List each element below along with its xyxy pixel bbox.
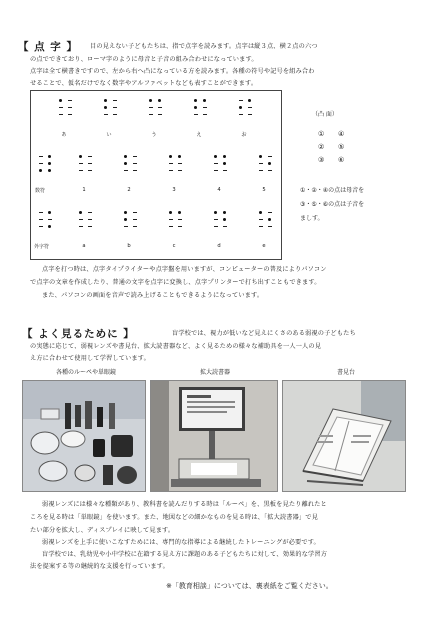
braille-cell-14	[259, 211, 275, 235]
braille-blank	[88, 226, 92, 227]
braille-blank	[248, 107, 252, 108]
dot-6: ⑥	[338, 156, 345, 164]
braille-cell-3	[194, 99, 210, 123]
braille-cell-1	[104, 99, 120, 123]
braille-blank	[178, 226, 182, 227]
braille-dot	[79, 155, 82, 158]
braille-blank	[239, 100, 243, 101]
braille-blank	[259, 226, 263, 227]
braille-blank	[214, 163, 218, 164]
braille-dot	[124, 162, 127, 165]
braille-intro-line-4: せることで、仮名だけでなく数字やアルファベットなども表すことができます。	[30, 80, 258, 87]
braille-cell-12	[169, 211, 185, 235]
braille-blank	[88, 219, 92, 220]
vision-section	[0, 315, 430, 618]
braille-blank	[39, 212, 43, 213]
braille-blank	[88, 163, 92, 164]
braille-blank	[158, 114, 162, 115]
braille-label-c: c	[172, 243, 176, 249]
braille-dot	[104, 99, 107, 102]
braille-dot	[124, 211, 127, 214]
braille-cell-7	[169, 155, 185, 179]
braille-blank	[133, 156, 137, 157]
braille-dot	[259, 155, 262, 158]
braille-label-2: 2	[127, 187, 131, 193]
loupes-illustration	[23, 381, 145, 491]
braille-cell-5	[79, 155, 95, 179]
braille-blank	[88, 212, 92, 213]
braille-dot	[169, 211, 172, 214]
braille-blank	[79, 163, 83, 164]
braille-label-4: 4	[217, 187, 221, 193]
braille-blank	[68, 107, 72, 108]
braille-intro-line-3: 点字は全て横書きですので、左から右へ凸になっている方を読みます。各種の符号や記号を組み合わ	[30, 68, 315, 75]
braille-cell-2	[149, 99, 165, 123]
vision-intro-line-2: の実態に応じて、弱視レンズや書見台、拡大読書器など、よく見るための様々な補助具を一人一人の見	[30, 343, 322, 350]
braille-blank	[149, 107, 153, 108]
braille-blank	[214, 170, 218, 171]
braille-blank	[268, 170, 272, 171]
vision-intro-line-1: 盲学校では、視力が低いなど見えにくさのある弱視の子どもたち	[172, 330, 356, 337]
braille-label-e-latin: e	[262, 243, 266, 249]
braille-dot	[124, 155, 127, 158]
braille-cell-13	[214, 211, 230, 235]
braille-label-5: 5	[262, 187, 266, 193]
magnifier-reader-photo	[150, 380, 278, 492]
braille-cell-9	[259, 155, 275, 179]
braille-blank	[133, 170, 137, 171]
braille-cell-11	[124, 211, 140, 235]
reader-illustration	[151, 381, 277, 491]
braille-blank	[223, 226, 227, 227]
vision-body-line-5: 盲学校では、乳幼児や小中学校に在籍する見え方に課題のある子どもたちに対して、効果的な学習方	[42, 551, 328, 558]
braille-dot	[169, 155, 172, 158]
braille-blank	[203, 107, 207, 108]
braille-label-3: 3	[172, 187, 176, 193]
braille-blank	[68, 100, 72, 101]
braille-label-a: あ	[61, 132, 67, 138]
braille-blank	[158, 107, 162, 108]
braille-dot	[158, 99, 161, 102]
braille-dot	[223, 155, 226, 158]
braille-label-i: い	[106, 132, 112, 138]
braille-chart	[30, 90, 282, 260]
braille-dot	[178, 211, 181, 214]
braille-label-a-latin: a	[82, 243, 86, 249]
braille-prefix-cell-1	[39, 155, 55, 179]
braille-blank	[113, 100, 117, 101]
braille-blank	[133, 219, 137, 220]
braille-blank	[268, 212, 272, 213]
braille-dot	[223, 218, 226, 221]
braille-dot	[48, 155, 51, 158]
braille-dot	[214, 155, 217, 158]
braille-cell-8	[214, 155, 230, 179]
dot-2: ②	[318, 143, 325, 151]
braille-blank	[169, 170, 173, 171]
braille-dot	[104, 106, 107, 109]
braille-blank	[194, 114, 198, 115]
dot-diagram-title: （凸 面）	[312, 111, 338, 118]
braille-blank	[88, 170, 92, 171]
braille-blank	[178, 170, 182, 171]
braille-intro-line-2: の点でできており、ローマ字のように母音と子音の組み合わせになっています。	[30, 56, 258, 63]
vision-body-line-3: たい部分を拡大し、ディスプレイに映して見ます。	[30, 527, 175, 534]
vision-body-line-4: 弱視レンズを上手に使いこなすためには、専門的な指導による継続したトレーニングが必要です。	[42, 539, 320, 546]
vision-body-line-1: 弱視レンズには様々な種類があり、教科書を読んだりする時は「ルーペ」を、黒板を見たり離れたと	[42, 501, 327, 508]
braille-blank	[124, 226, 128, 227]
braille-blank	[88, 156, 92, 157]
stand-illustration	[283, 381, 405, 491]
dot-4: ④	[338, 130, 345, 138]
dot-note-1: ①・②・④の点は母音を	[300, 187, 365, 194]
braille-blank	[149, 114, 153, 115]
braille-dot	[268, 162, 271, 165]
vision-body-line-2: ころを見る時は「単眼鏡」を使います。また、地図などの細かなものを見る時は、「拡大読書器」で見	[30, 514, 318, 521]
braille-blank	[169, 226, 173, 227]
braille-blank	[39, 156, 43, 157]
braille-label-d: d	[217, 243, 221, 249]
braille-dot	[149, 99, 152, 102]
braille-intro-line-1: 目の見えない子どもたちは、指で点字を読みます。点字は縦３点、横２点の六つ	[90, 43, 318, 50]
braille-blank	[178, 219, 182, 220]
braille-para2-line-1: 点字を打つ時は、点字タイプライターや点字盤を用いますが、コンピューターの普及によりパソコン	[42, 266, 327, 273]
braille-dot	[223, 211, 226, 214]
footer-note: ※「教育相談」については、裏表紙をご覧ください。	[166, 582, 333, 590]
braille-blank	[39, 219, 43, 220]
braille-dot	[194, 99, 197, 102]
caption-loupes: 各種のルーペや単眼鏡	[55, 369, 116, 376]
braille-blank	[133, 212, 137, 213]
braille-prefix-cell-2	[39, 211, 55, 235]
braille-blank	[259, 163, 263, 164]
braille-blank	[113, 107, 117, 108]
vision-intro-line-3: え方に合わせて使用して学習しています。	[30, 355, 150, 362]
braille-blank	[79, 170, 83, 171]
braille-blank	[214, 226, 218, 227]
braille-cell-6	[124, 155, 140, 179]
dot-1: ①	[318, 130, 325, 138]
braille-label-foreign-sign: 外字符	[34, 244, 50, 250]
braille-blank	[104, 114, 108, 115]
vision-body-line-6: 法を提案する等の継続的な支援を行っています。	[30, 563, 169, 570]
braille-cell-0	[59, 99, 75, 123]
braille-blank	[59, 107, 63, 108]
braille-dot	[239, 106, 242, 109]
dot-5: ⑤	[338, 143, 345, 151]
braille-label-1: 1	[82, 187, 86, 193]
braille-dot	[48, 225, 51, 228]
braille-blank	[268, 226, 272, 227]
braille-dot	[203, 99, 206, 102]
vision-heading: 【 よく見るために 】	[22, 328, 135, 340]
braille-blank	[214, 219, 218, 220]
braille-blank	[223, 170, 227, 171]
braille-dot	[214, 211, 217, 214]
braille-blank	[268, 156, 272, 157]
braille-blank	[203, 114, 207, 115]
braille-blank	[178, 163, 182, 164]
braille-dot	[59, 99, 62, 102]
braille-dot	[48, 211, 51, 214]
braille-para2-line-3: また、パソコンの画面を音声で読み上げることもできるようになっています。	[42, 292, 264, 299]
braille-dot	[268, 218, 271, 221]
braille-dot	[223, 162, 226, 165]
dot-3: ③	[318, 156, 325, 164]
braille-blank	[259, 170, 263, 171]
braille-label-u: う	[151, 132, 157, 138]
caption-reader: 拡大読書器	[199, 369, 230, 376]
braille-dot	[194, 106, 197, 109]
braille-dot	[178, 155, 181, 158]
braille-blank	[133, 226, 137, 227]
braille-dot	[248, 99, 251, 102]
braille-cell-10	[79, 211, 95, 235]
braille-dot	[259, 211, 262, 214]
braille-blank	[68, 114, 72, 115]
braille-blank	[169, 163, 173, 164]
braille-heading: 【 点 字 】	[18, 41, 78, 53]
braille-dot	[79, 211, 82, 214]
braille-blank	[48, 219, 52, 220]
braille-blank	[248, 114, 252, 115]
loupes-photo	[22, 380, 146, 492]
braille-dot	[39, 169, 42, 172]
braille-dot	[48, 169, 51, 172]
braille-blank	[124, 170, 128, 171]
braille-cell-4	[239, 99, 255, 123]
braille-blank	[59, 114, 63, 115]
dot-note-2: ③・⑤・⑥の点は子音を	[300, 201, 365, 208]
braille-para2-line-2: で点字の文章を作成したり、普通の文字を点字に変換し、点字プリンターで打ち出すこともできます。	[30, 279, 321, 286]
braille-blank	[259, 219, 263, 220]
book-stand-photo	[282, 380, 406, 492]
braille-blank	[239, 114, 243, 115]
dot-note-3: ましす。	[300, 215, 324, 222]
braille-section	[0, 0, 430, 300]
braille-label-o: お	[241, 132, 247, 138]
braille-blank	[133, 163, 137, 164]
braille-blank	[79, 219, 83, 220]
caption-stand: 書見台	[336, 369, 355, 376]
braille-dot	[48, 162, 51, 165]
braille-label-numeral-sign: 数符	[35, 188, 46, 194]
braille-label-b: b	[127, 243, 131, 249]
braille-blank	[39, 163, 43, 164]
braille-blank	[39, 226, 43, 227]
braille-label-e: え	[196, 132, 202, 138]
braille-blank	[113, 114, 117, 115]
braille-dot	[124, 218, 127, 221]
braille-blank	[169, 219, 173, 220]
braille-blank	[79, 226, 83, 227]
